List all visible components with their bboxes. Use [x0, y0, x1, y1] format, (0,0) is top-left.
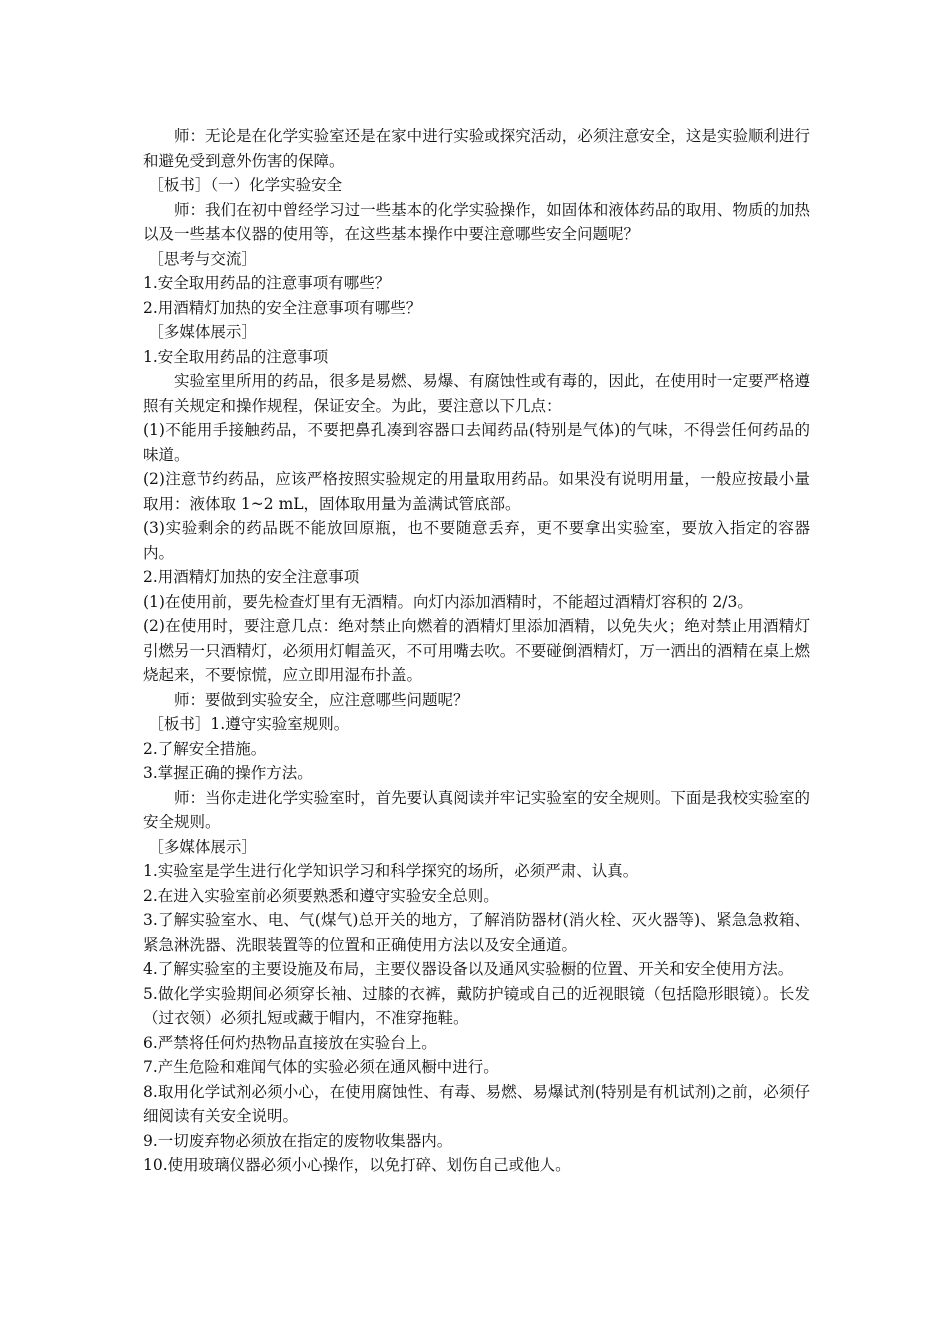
- subheading-lamp-safety: 2.用酒精灯加热的安全注意事项: [143, 568, 360, 586]
- list-item-rule-9: 9.一切废弃物必须放在指定的废物收集器内。: [143, 1131, 453, 1150]
- list-item-rule-5: 5.做化学实验期间必须穿长袖、过膝的衣裤，戴防护镜或自己的近视眼镜（包括隐形眼镜）。长发（过衣领）必须扎短或藏于帽内，不准穿拖鞋。: [143, 984, 810, 1027]
- paragraph-drug-intro: 实验室里所用的药品，很多是易燃、易爆、有腐蚀性或有毒的，因此，在使用时一定要严格遵照有关规定和操作规程，保证安全。为此，要注意以下几点：: [143, 372, 810, 415]
- list-item-question-2: 2.用酒精灯加热的安全注意事项有哪些？: [143, 298, 422, 317]
- list-item-rule-8: 8.取用化学试剂必须小心，在使用腐蚀性、有毒、易燃、易爆试剂(特别是有机试剂)之前，必须仔细阅读有关安全说明。: [143, 1082, 810, 1125]
- paragraph-teacher-question: 师：我们在初中曾经学习过一些基本的化学实验操作，如固体和液体药品的取用、物质的加热以及一些基本仪器的使用等，在这些基本操作中要注意哪些安全问题呢？: [143, 200, 810, 243]
- list-item-drug-3: (3)实验剩余的药品既不能放回原瓶，也不要随意丢弃，更不要拿出实验室，要放入指定的容器内。: [143, 519, 810, 562]
- list-item-lamp-1: (1)在使用前，要先检查灯里有无酒精。向灯内添加酒精时，不能超过酒精灯容积的 2/3。: [143, 592, 753, 611]
- paragraph-teacher-intro: 师：无论是在化学实验室还是在家中进行实验或探究活动，必须注意安全，这是实验顺利进行和避免受到意外伤害的保障。: [143, 127, 810, 170]
- heading-think-discuss: ［思考与交流］: [148, 249, 257, 268]
- list-item-question-1: 1.安全取用药品的注意事项有哪些？: [143, 274, 391, 292]
- list-item-board-2: 2.了解安全措施。: [143, 739, 267, 758]
- subheading-drug-safety: 1.安全取用药品的注意事项: [143, 347, 329, 366]
- list-item-rule-4: 4.了解实验室的主要设施及布局，主要仪器设备以及通风实验橱的位置、开关和安全使用方法。: [143, 960, 794, 978]
- heading-multimedia-1: ［多媒体展示］: [148, 323, 257, 341]
- paragraph-teacher-safety-question: 师：要做到实验安全，应注意哪些问题呢？: [174, 690, 469, 709]
- heading-board-chemistry-safety: ［板书］（一）化学实验安全: [148, 176, 343, 194]
- heading-board-rules: ［板书］1.遵守实验室规则。: [148, 715, 350, 733]
- heading-multimedia-2: ［多媒体展示］: [148, 837, 257, 856]
- list-item-rule-2: 2.在进入实验室前必须要熟悉和遵守实验安全总则。: [143, 886, 499, 905]
- list-item-lamp-2: (2)在使用时，要注意几点：绝对禁止向燃着的酒精灯里添加酒精，以免失火；绝对禁止用酒精灯引燃另一只酒精灯，必须用灯帽盖灭，不可用嘴去吹。不要碰倒酒精灯，万一洒出的酒精在桌上燃烧起来，不要惊慌，应立即用湿布扑盖。: [143, 617, 810, 684]
- list-item-rule-3: 3.了解实验室水、电、气(煤气)总开关的地方，了解消防器材(消火栓、灭火器等)、紧急急救箱、紧急淋洗器、洗眼装置等的位置和正确使用方法以及安全通道。: [143, 911, 810, 954]
- paragraph-teacher-rules-intro: 师：当你走进化学实验室时，首先要认真阅读并牢记实验室的安全规则。下面是我校实验室的安全规则。: [143, 788, 810, 831]
- list-item-rule-1: 1.实验室是学生进行化学知识学习和科学探究的场所，必须严肃、认真。: [143, 862, 639, 880]
- list-item-rule-7: 7.产生危险和难闻气体的实验必须在通风橱中进行。: [143, 1058, 499, 1076]
- list-item-rule-6: 6.严禁将任何灼热物品直接放在实验台上。: [143, 1033, 437, 1052]
- list-item-drug-2: (2)注意节约药品，应该严格按照实验规定的用量取用药品。如果没有说明用量，一般应按最小量取用：液体取 1~2 mL，固体取用量为盖满试管底部。: [143, 470, 810, 513]
- list-item-board-3: 3.掌握正确的操作方法。: [143, 764, 313, 782]
- list-item-drug-1: (1)不能用手接触药品，不要把鼻孔凑到容器口去闻药品(特别是气体)的气味，不得尝任何药品的味道。: [143, 421, 810, 464]
- list-item-rule-10: 10.使用玻璃仪器必须小心操作，以免打碎、划伤自己或他人。: [143, 1156, 571, 1174]
